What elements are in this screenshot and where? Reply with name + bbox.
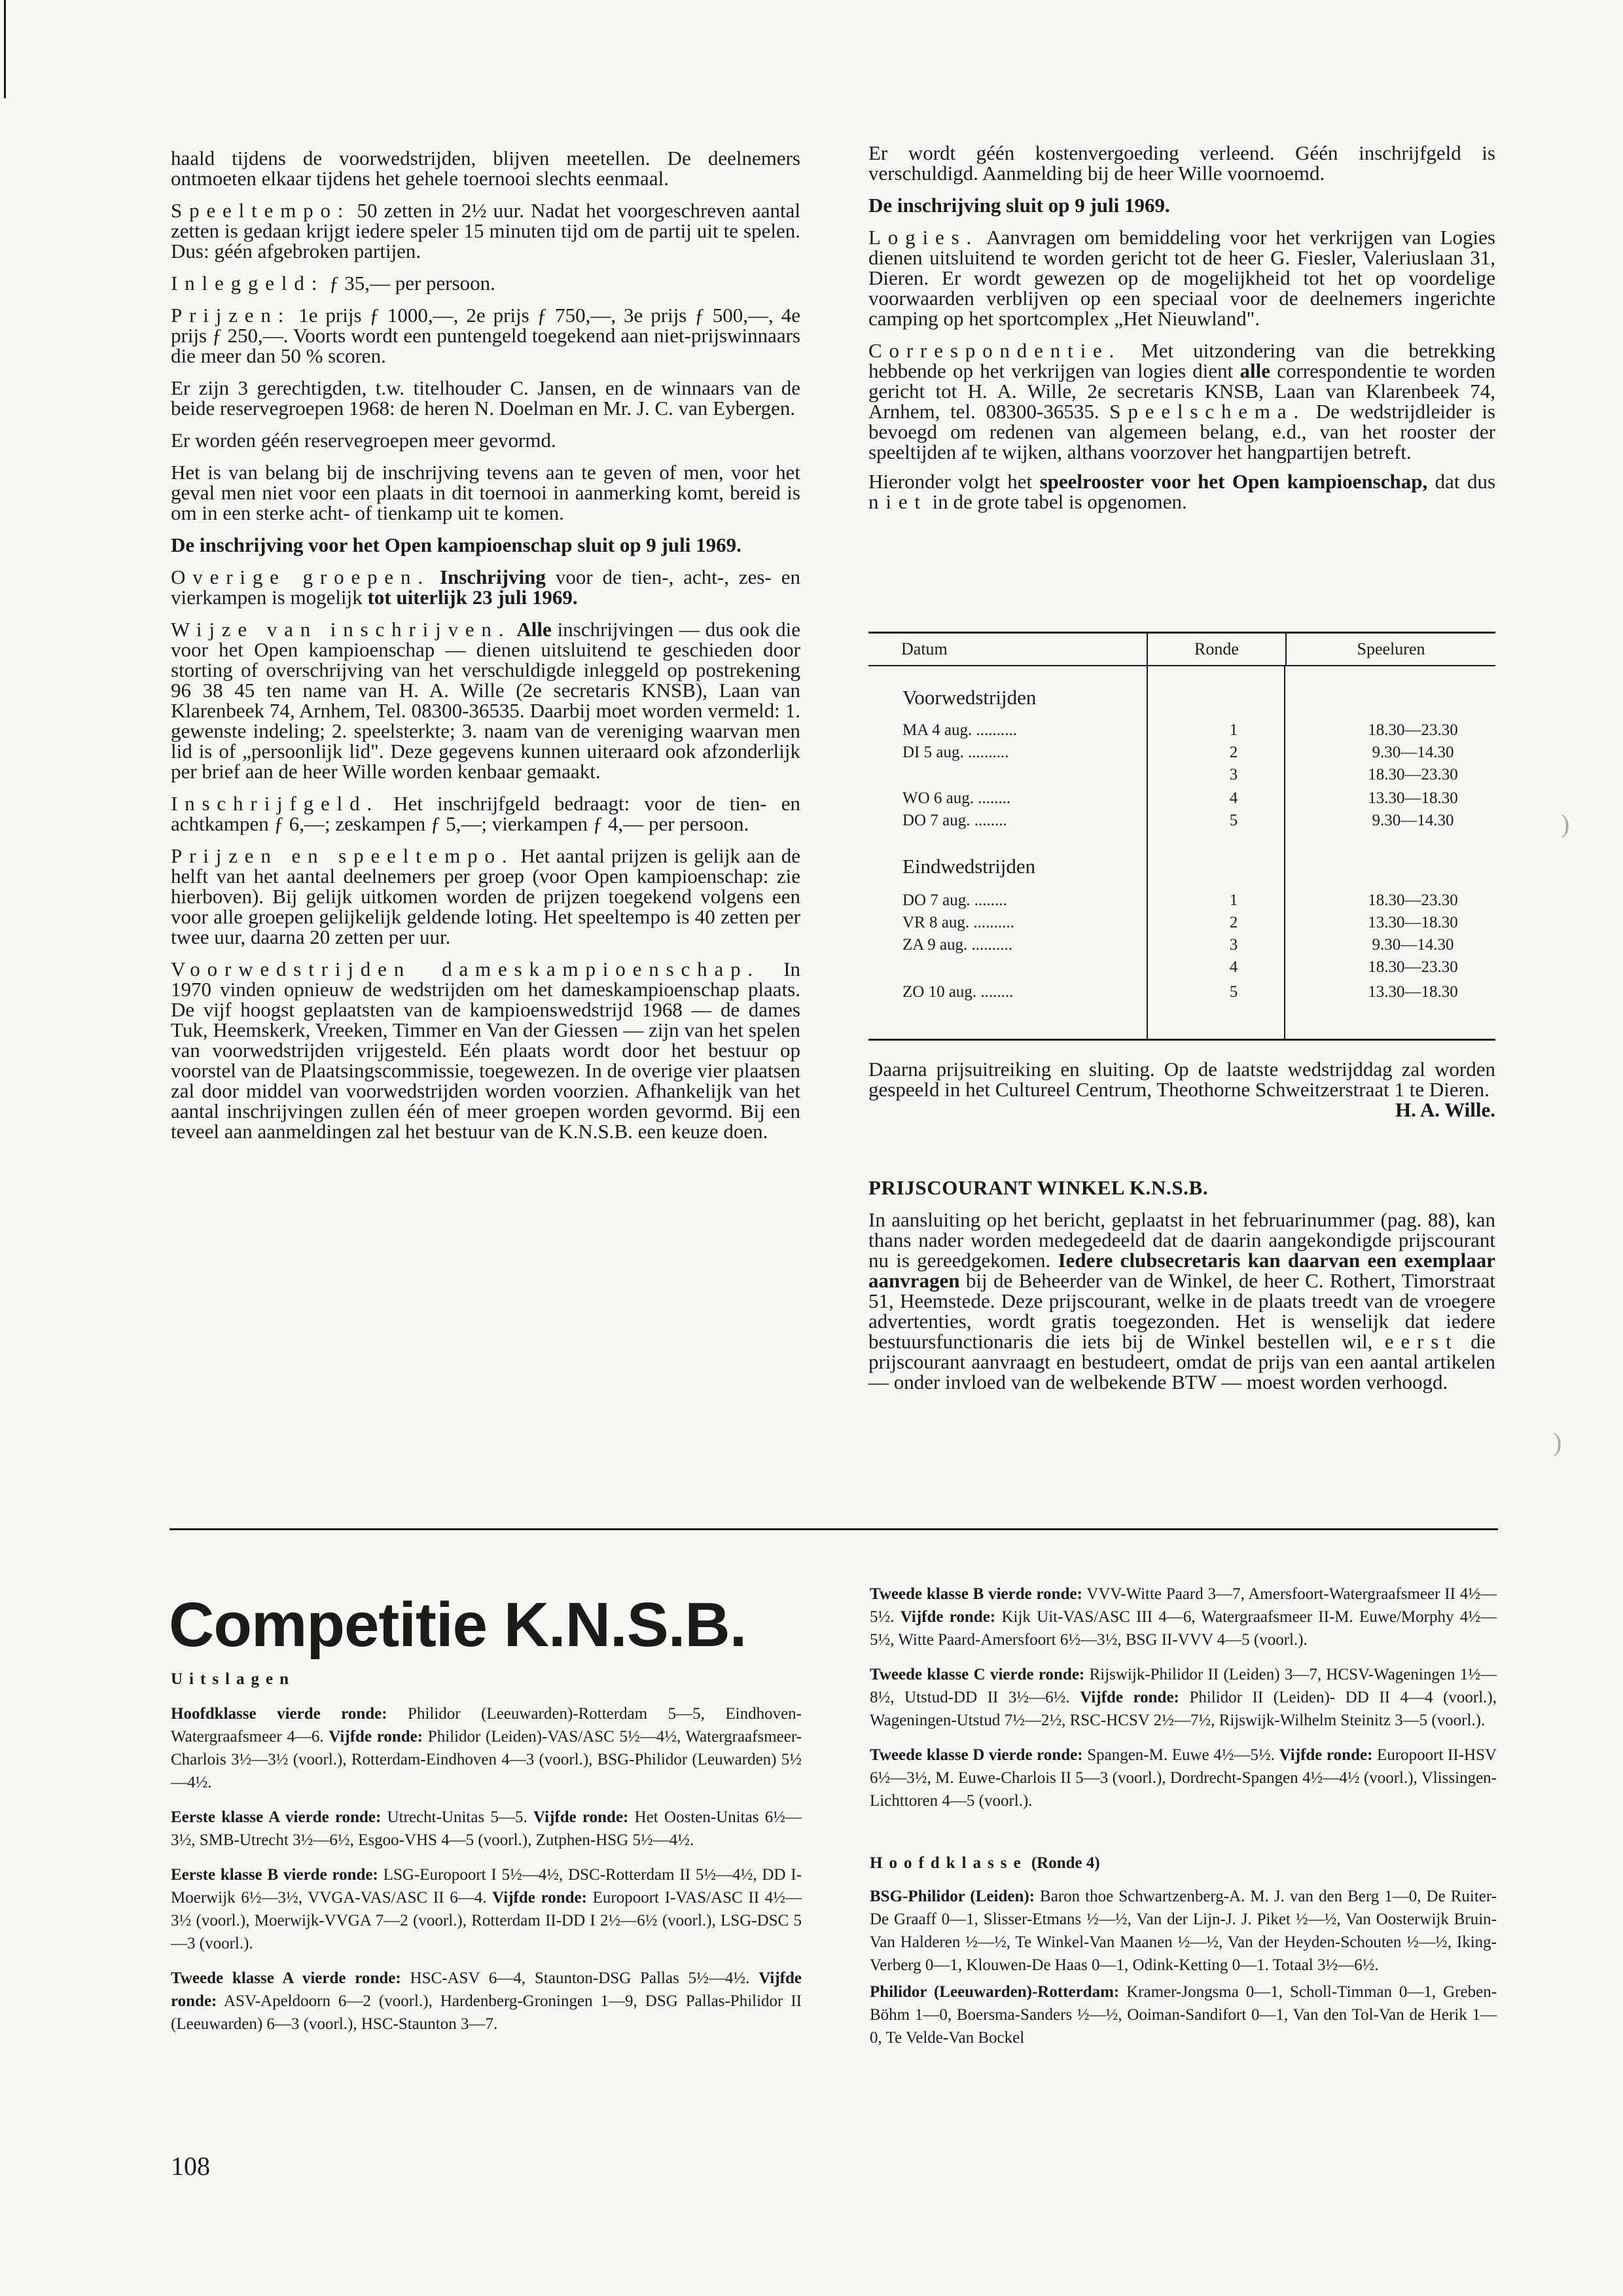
- result-tweede-d: [870, 1744, 1497, 1812]
- text-prijscourant-3: die prijscourant aanvraagt en bestudeert, omdat de prijs van een aantal artikelen — onder invloed van de welbekende BTW — moest worden verhoogd.: [868, 1330, 1495, 1393]
- header-ronde: Ronde: [1147, 634, 1287, 665]
- row-ronde: 4: [1229, 789, 1238, 807]
- paragraph-dames: [171, 959, 800, 1141]
- label-eerste-a: Eerste klasse A vierde ronde:: [171, 1808, 382, 1826]
- label-prijzen: Prijzen:: [171, 304, 291, 327]
- left-column: [171, 148, 800, 1153]
- table-row: [902, 891, 1478, 914]
- bold-alle: Alle: [516, 618, 552, 641]
- row-ronde: 4: [1229, 958, 1238, 976]
- prijscourant-title: PRIJSCOURANT WINKEL K.N.S.B.: [868, 1176, 1209, 1199]
- paragraph-hieronder: [868, 471, 1495, 512]
- right-column: [868, 143, 1495, 524]
- text-dames: In 1970 vinden opnieuw de wedstrijden om het dameskampioenschap plaats. De vijf hoogst geplaatsten van de kampioenswedstrijd 1968 — de dames Tuk, Heemskerk, Vreeken, Timmer en Van der Giessen — zijn van het spelen van voorwedstrijden vrijgesteld. Eén plaats wordt door het bestuur op voorstel van de Plaatsingscommissie, toegewezen. In de overige vier plaatsen zal door middel van voorwedstrijden worden voorzien. Afhankelijk van het aantal inschrijvingen zullen één of meer groepen worden gevormd. Bij een teveel aan aanmeldingen zal het bestuur van de K.N.S.B. een keuze doen.: [171, 958, 801, 1143]
- table-row: [902, 766, 1478, 788]
- paragraph-speeltempo: [171, 200, 800, 261]
- row-ronde: 1: [1229, 721, 1238, 739]
- text-tweede-a: HSC-ASV 6—4, Staunton-DSG Pallas 5½—4½.: [410, 1969, 750, 1987]
- table-row: [902, 914, 1478, 936]
- row-time: 9.30—14.30: [1372, 744, 1454, 761]
- table-row: [902, 958, 1478, 980]
- label-inschrijfgeld: Inschrijfgeld.: [171, 792, 380, 815]
- paragraph-belang: Het is van belang bij de inschrijving tevens aan te geven of men, voor het geval men niet voor een plaats in dit toernooi in aanmerking komt, bereid is om in een sterke acht- of tienkamp uit te komen.: [171, 461, 800, 524]
- text-bsg-philidor: Baron thoe Schwartzenberg-A. M. J. van den Berg 1—0, De Ruiter-De Graaff 0—1, Slisser-Etmans ½—½, Van der Lijn-J. J. Piket ½—½, Van Oosterwijk Bruin-Van Halderen ½—½, Te Winkel-Van Maanen ½—½, Van der Heyden-Schouten ½—½, Iking-Verberg 0—1, Klouwen-De Haas 0—1, Odink-Ketting 0—1. Totaal 3½—6½.: [870, 1888, 1497, 1974]
- row-ronde: 2: [1229, 914, 1238, 931]
- schedule-table: [868, 632, 1495, 1041]
- paragraph-correspondentie: [868, 340, 1495, 462]
- right-column-lower: [868, 1059, 1495, 1404]
- table-row: [902, 936, 1478, 958]
- text-correspondentie: Met uitzondering van die betrekking hebbende op het verkrijgen van logies dient: [868, 339, 1495, 382]
- paragraph-kosten: Er wordt géén kostenvergoeding verleend. Géén inschrijfgeld is verschuldigd. Aanmelding bij de heer Wille voornoemd.: [868, 141, 1495, 185]
- bold-clubsecretaris: Iedere clubsecretaris kan daarvan een exemplaar aanvragen: [868, 1249, 1495, 1292]
- scan-margin-mark: ): [1553, 1427, 1562, 1457]
- text-correspondentie-2: correspondentie te worden gericht tot H. A. Wille, 2e secretaris KNSB, Laan van Klarenbeek 74, Arnhem, tel. 08300-36535.: [868, 359, 1495, 423]
- text-hieronder-3: in de grote tabel is opgenomen.: [932, 490, 1187, 513]
- text-wijze: inschrijvingen — dus ook die voor het Open kampioenschap — dienen uitsluitend te geschieden door storting of overschrijving van het verschuldigde inleggeld op postrekening 96 38 45 ten name van H. A. Wille (2e secretaris KNSB), Laan van Klarenbeek 74, Arnhem, Tel. 08300-36535. Daarbij moet worden vermeld: 1. gewenste indeling; 2. speelsterkte; 3. naam van de vereniging waarvan men lid is of „persoonlijk lid". Deze gegevens kunnen uiteraard ook afzonderlijk per brief aan de heer Wille worden kenbaar gemaakt.: [171, 618, 801, 783]
- row-day: WO 6 aug. ........: [902, 789, 1011, 807]
- text-logies: Aanvragen om bemiddeling voor het verkrijgen van Logies dienen uitsluitend te worden gericht tot de heer G. Fiesler, Valeriuslaan 31, Dieren. Er wordt gewezen op de mogelijkheid tot het op voordelige voorwaarden verblijven op een speciaal voor de deelnemers ingerichte camping op het sportcomplex „Het Nieuwland".: [868, 226, 1495, 330]
- row-ronde: 3: [1229, 936, 1238, 954]
- bold-inschrijving: Inschrijving: [439, 565, 546, 588]
- label-prijzen-speeltempo: Prijzen en speeltempo.: [171, 844, 514, 867]
- row-time: 18.30—23.30: [1368, 766, 1458, 783]
- text-vijfde-tweede-d: Europoort II-HSV 6½—3½, M. Euwe-Charlois II 5—3 (voorl.), Dordrecht-Spangen 4½—4½ (voorl.), Vlissingen-Lichttoren 4—5 (voorl.).: [870, 1746, 1497, 1810]
- text-overige: voor de tien-, acht-, zes- en vierkampen is mogelijk: [171, 565, 801, 609]
- row-time: 18.30—23.30: [1368, 721, 1458, 739]
- result-tweede-a: [171, 1967, 802, 2036]
- text-speelschema: De wedstrijdleider is bevoegd om redenen van algemeen belang, e.d., van het rooster der speeltijden af te wijken, althans voorzover het hangpartijen betreft.: [868, 400, 1495, 463]
- label-hoofdklasse: Hoofdklasse vierde ronde:: [171, 1705, 387, 1723]
- text-prijzen: 1e prijs ƒ 1000,—, 2e prijs ƒ 750,—, 3e prijs ƒ 500,—, 4e prijs ƒ 250,—. Voorts wordt een puntengeld toegekend aan niet-prijswinnaars die meer dan 50 % scoren.: [171, 304, 800, 367]
- table-row: [902, 721, 1478, 744]
- row-time: 13.30—18.30: [1368, 983, 1458, 1001]
- text-tweede-c: Rijswijk-Philidor II (Leiden) 3—7, HCSV-Wageningen 1½—8½, Utstud-DD II 3½—6½.: [870, 1666, 1497, 1706]
- text-eerste-a: Utrecht-Unitas 5—5.: [387, 1808, 527, 1826]
- bold-speelrooster: speelrooster voor het Open kampioenschap,: [1039, 470, 1428, 493]
- paragraph-prijzen: [171, 305, 800, 366]
- label-logies: Logies.: [868, 226, 979, 249]
- paragraph-daarna: Daarna prijsuitreiking en sluiting. Op de laatste wedstrijddag zal worden gespeeld in het Cultureel Centrum, Theothorne Schweitzerstraat 1 te Dieren.: [868, 1058, 1495, 1101]
- text-vijfde-eerste-b: Europoort I-VAS/ASC II 4½—3½ (voorl.), Moerwijk-VVGA 7—2 (voorl.), Rotterdam II-DD I 2½—6½ (voorl.), LSG-DSC 5—3 (voorl.).: [171, 1889, 802, 1952]
- table-row: [902, 983, 1478, 1005]
- section-divider: [169, 1528, 1498, 1530]
- paragraph-gerechtigden: Er zijn 3 gerechtigden, t.w. titelhouder C. Jansen, en de winnaars van de beide reservegroepen 1968: de heren N. Doelman en Mr. J. C. van Eybergen.: [171, 376, 800, 420]
- text-vijfde-tweede-b: Kijk Uit-VAS/ASC III 4—6, Watergraafsmeer II-M. Euwe/Morphy 4½—5½, Witte Paard-Amersfoort 6½—3½, BSG II-VVV 4—5 (voorl.).: [870, 1608, 1497, 1649]
- label-bsg-philidor: BSG-Philidor (Leiden):: [870, 1888, 1035, 1905]
- group-voorwedstrijden: Voorwedstrijden: [902, 686, 1037, 709]
- label-vijfde-hoofdklasse: Vijfde ronde:: [329, 1728, 423, 1746]
- row-time: 9.30—14.30: [1372, 812, 1454, 829]
- row-ronde: 3: [1229, 766, 1238, 783]
- hoofdklasse-spaced: Hoofdklasse: [870, 1854, 1027, 1872]
- label-vijfde-tweede-c: Vijfde ronde:: [1080, 1689, 1179, 1706]
- text-vijfde-tweede-a: ASV-Apeldoorn 6—2 (voorl.), Hardenberg-Groningen 1—9, DSG Pallas-Philidor II (Leeuwarden) 6—3 (voorl.), HSC-Staunton 3—7.: [171, 1992, 802, 2033]
- paragraph-intro: haald tijdens de voorwedstrijden, blijven meetellen. De deelnemers ontmoeten elkaar tijdens het gehele toernooi slechts eenmaal.: [171, 147, 800, 190]
- paragraph-logies: [868, 227, 1495, 329]
- label-dames: Voorwedstrijden dameskampioenschap.: [171, 958, 760, 980]
- label-correspondentie: Correspondentie.: [868, 339, 1122, 362]
- page-number: 108: [171, 2151, 210, 2181]
- label-vijfde-tweede-a: Vijfde ronde:: [171, 1969, 802, 2010]
- text-hieronder-2: dat dus: [1435, 470, 1496, 493]
- label-tweede-d: Tweede klasse D vierde ronde:: [870, 1746, 1083, 1764]
- label-eerste-b: Eerste klasse B vierde ronde:: [171, 1866, 378, 1884]
- bold-alle-corr: alle: [1240, 359, 1270, 382]
- table-header-row: [868, 634, 1495, 666]
- row-ronde: 2: [1229, 744, 1238, 761]
- spaced-niet: niet: [868, 490, 927, 513]
- paragraph-prijzen-speeltempo: [171, 846, 800, 947]
- competitie-left-column: [171, 1668, 802, 2047]
- text-inschrijfgeld: Het inschrijfgeld bedraagt: voor de tien- en achtkampen ƒ 6,—; zeskampen ƒ 5,—; vierkampen ƒ 4,— per persoon.: [171, 792, 801, 835]
- paragraph-prijscourant: [868, 1210, 1495, 1392]
- paragraph-inleggeld: [171, 273, 800, 293]
- text-tweede-b: VVV-Witte Paard 3—7, Amersfoort-Watergraafsmeer II 4½—5½.: [870, 1585, 1497, 1626]
- row-time: 9.30—14.30: [1372, 936, 1454, 954]
- text-prijscourant-1: In aansluiting op het bericht, geplaatst in het februarinummer (pag. 88), kan thans nader worden medegedeeld dat de daarin aangekondigde prijscourant nu is gereedgekomen.: [868, 1208, 1495, 1272]
- label-philidor-rotterdam: Philidor (Leeuwarden)-Rotterdam:: [870, 1983, 1120, 2001]
- row-day: DO 7 aug. ........: [902, 812, 1007, 829]
- text-philidor-rotterdam: Kramer-Jongsma 0—1, Scholl-Timman 0—1, Greben-Böhm 1—0, Boersma-Sanders ½—½, Ooiman-Sandifort 0—1, Van den Tol-Van de Herik 1—0, Te Velde-Van Bockel: [870, 1983, 1497, 2047]
- paragraph-sluit-open: De inschrijving voor het Open kampioenschap sluit op 9 juli 1969.: [171, 533, 741, 556]
- result-tweede-c: [870, 1663, 1497, 1732]
- header-speeluren: Speeluren: [1357, 639, 1425, 658]
- hoofdklasse-ronde4-heading: [870, 1852, 1497, 1874]
- text-vijfde-eerste-a: Het Oosten-Unitas 6½—3½, SMB-Utrecht 3½—6½, Esgoo-VHS 4—5 (voorl.), Zutphen-HSG 5½—4½.: [171, 1808, 802, 1849]
- competitie-right-column: [870, 1583, 1497, 2061]
- text-inleggeld: ƒ 35,— per persoon.: [329, 272, 495, 295]
- label-wijze: Wijze van inschrijven.: [171, 618, 511, 641]
- text-vijfde-tweede-c: Philidor II (Leiden)- DD II 4—4 (voorl.), Wageningen-Utstud 7½—2½, RSC-HCSV 2½—7½, Rijswijk-Wilhelm Steinitz 3—5 (voorl.).: [870, 1689, 1497, 1729]
- group-eindwedstrijden: Eindwedstrijden: [902, 855, 1036, 878]
- paragraph-reserve: Er worden géén reservegroepen meer gevormd.: [171, 429, 556, 452]
- row-time: 13.30—18.30: [1368, 789, 1458, 807]
- signature: H. A. Wille.: [1395, 1098, 1495, 1121]
- match-bsg-philidor: [870, 1885, 1497, 1977]
- row-ronde: 1: [1229, 891, 1238, 909]
- row-day: DO 7 aug. ........: [902, 891, 1007, 909]
- table-bottom-rule: [868, 1039, 1495, 1041]
- row-day: DI 5 aug. ..........: [902, 744, 1009, 761]
- result-eerste-b: [171, 1863, 802, 1955]
- label-vijfde-eerste-b: Vijfde ronde:: [492, 1889, 587, 1907]
- row-day: ZA 9 aug. ..........: [902, 936, 1013, 954]
- table-row: [902, 812, 1478, 834]
- scan-margin-mark: ): [1561, 809, 1570, 838]
- paragraph-wijze: [171, 619, 800, 781]
- paragraph-sluit: De inschrijving sluit op 9 juli 1969.: [868, 194, 1170, 217]
- row-day: MA 4 aug. ..........: [902, 721, 1017, 739]
- ronde4-label: (Ronde 4): [1031, 1854, 1100, 1872]
- row-time: 18.30—23.30: [1368, 958, 1458, 976]
- table-row: [902, 789, 1478, 812]
- text-tweede-d: Spangen-M. Euwe 4½—5½.: [1087, 1746, 1275, 1764]
- text-prijzen-speeltempo: Het aantal prijzen is gelijk aan de helft van het aantal deelnemers per groep (voor Open kampioenschap: zie hierboven). Bij gelijk uitkomen worden de prijzen toegekend volgens een voor alle groepen gelijkelijk geldende loting. Het speeltempo is 40 zetten per twee uur, daarna 20 zetten per uur.: [171, 844, 801, 948]
- row-time: 18.30—23.30: [1368, 891, 1458, 909]
- table-body: [868, 666, 1495, 1039]
- label-vijfde-tweede-d: Vijfde ronde:: [1279, 1746, 1373, 1764]
- label-inleggeld: Inleggeld:: [171, 272, 325, 295]
- page-edge-line: [4, 0, 6, 98]
- competitie-title: Competitie K.N.S.B.: [169, 1590, 747, 1660]
- table-row: [902, 744, 1478, 766]
- spaced-eerst: eerst: [1384, 1330, 1459, 1353]
- row-time: 13.30—18.30: [1368, 914, 1458, 931]
- label-speelschema: Speelschema.: [1109, 400, 1306, 423]
- label-vijfde-eerste-a: Vijfde ronde:: [533, 1808, 629, 1826]
- label-tweede-c: Tweede klasse C vierde ronde:: [870, 1666, 1085, 1683]
- text-vijfde-hoofdklasse: Philidor (Leiden)-VAS/ASC 5½—4½, Watergraafsmeer-Charlois 3½—3½ (voorl.), Rotterdam-Eindhoven 4—3 (voorl.), BSG-Philidor (Leuwarden) 5½—4½.: [171, 1728, 802, 1791]
- header-datum: Datum: [901, 639, 948, 658]
- text-hieronder: Hieronder volgt het: [868, 470, 1033, 493]
- result-hoofdklasse: [171, 1702, 802, 1794]
- label-speeltempo: Speeltempo:: [171, 199, 351, 222]
- paragraph-overige: [171, 567, 800, 607]
- label-vijfde-tweede-b: Vijfde ronde:: [900, 1608, 996, 1626]
- text-eerste-b: LSG-Europoort I 5½—4½, DSC-Rotterdam II 5½—4½, DD I-Moerwijk 6½—3½, VVGA-VAS/ASC II 6—4.: [171, 1866, 802, 1907]
- uitslagen-heading: Uitslagen: [171, 1670, 295, 1688]
- label-tweede-b: Tweede klasse B vierde ronde:: [870, 1585, 1082, 1603]
- result-eerste-a: [171, 1806, 802, 1852]
- text-prijscourant-2: bij de Beheerder van de Winkel, de heer C. Rothert, Timorstraat 51, Heemstede. Deze prijscourant, welke in de plaats treedt van de vroegere advertenties, wordt gratis toegezonden. Het is wenselijk dat iedere bestuursfunctionaris die iets bij de Winkel bestellen wil,: [868, 1269, 1495, 1353]
- text-hoofdklasse: Philidor (Leeuwarden)-Rotterdam 5—5, Eindhoven-Watergraafsmeer 4—6.: [171, 1705, 802, 1746]
- label-tweede-a: Tweede klasse A vierde ronde:: [171, 1969, 401, 1987]
- row-ronde: 5: [1229, 983, 1238, 1001]
- match-philidor-rotterdam: [870, 1981, 1497, 2049]
- result-tweede-b: [870, 1583, 1497, 1651]
- row-ronde: 5: [1229, 812, 1238, 829]
- row-day: VR 8 aug. ..........: [902, 914, 1014, 931]
- bold-uiterlijk: tot uiterlijk 23 juli 1969.: [367, 586, 578, 609]
- label-overige: Overige groepen.: [171, 565, 430, 588]
- text-speeltempo: 50 zetten in 2½ uur. Nadat het voorgeschreven aantal zetten is gedaan krijgt iedere speler 15 minuten tijd om de partij uit te spelen. Dus: géén afgebroken partijen.: [171, 199, 801, 262]
- paragraph-inschrijfgeld: [171, 793, 800, 834]
- row-day: ZO 10 aug. ........: [902, 983, 1014, 1001]
